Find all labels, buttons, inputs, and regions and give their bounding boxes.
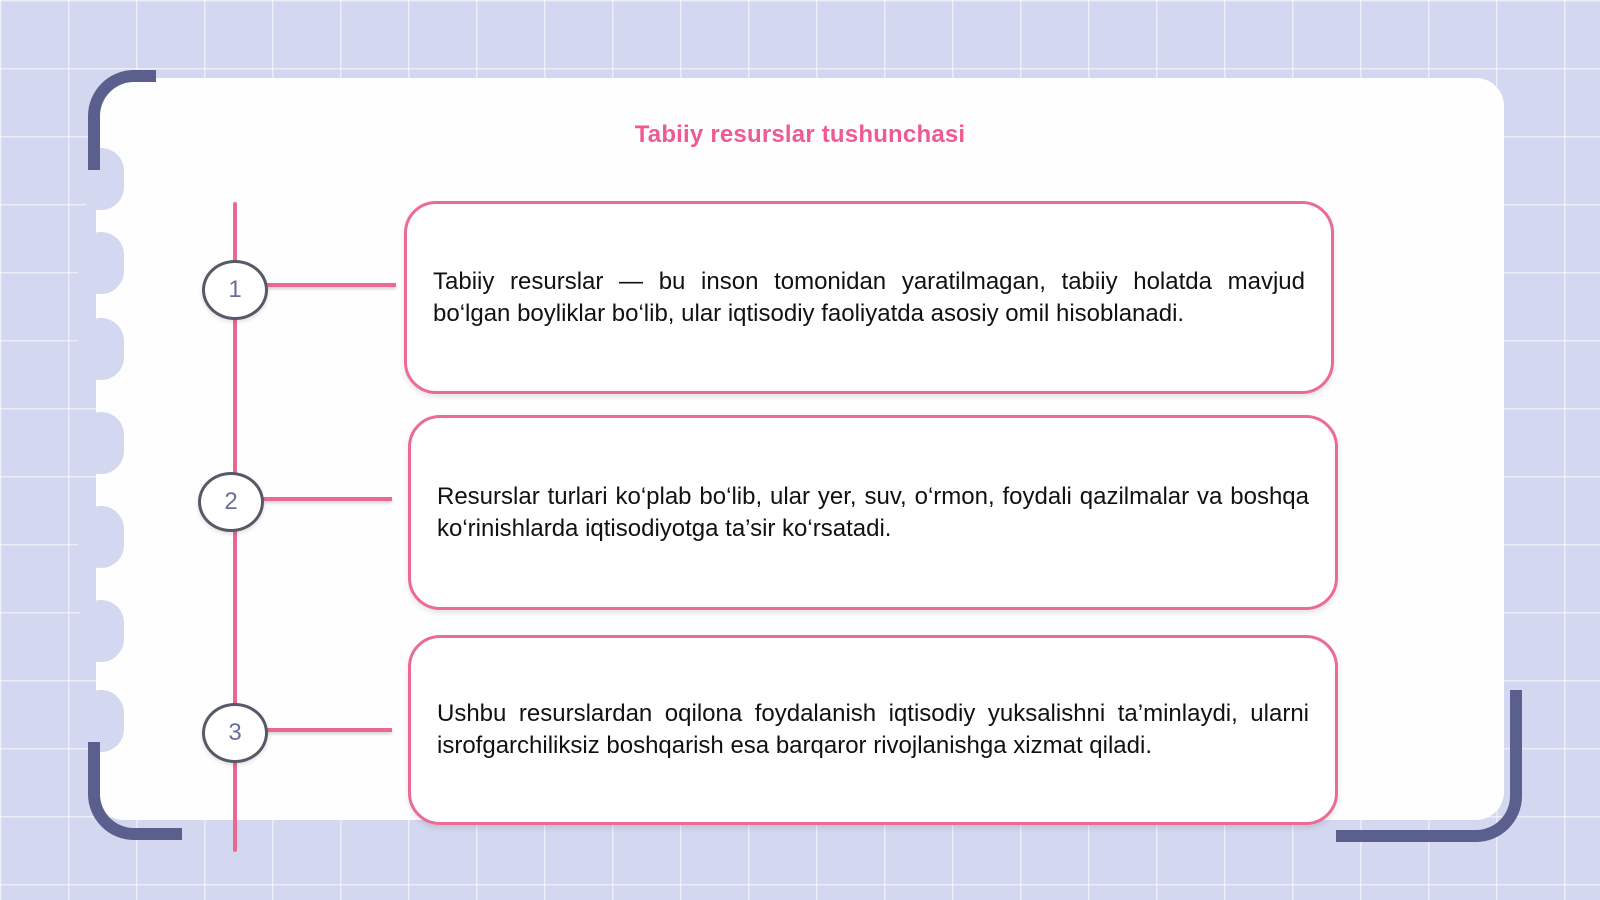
step-text: Tabiiy resurslar — bu inson tomonidan yaratilmagan, tabiiy holatda mavjud bo‘lgan boyliklar bo‘lib, ular iqtisodiy faoliyatda asosiy omil hisoblanadi. <box>433 267 1305 327</box>
card-notch <box>78 412 124 474</box>
card-notch <box>78 506 124 568</box>
card-notch <box>78 600 124 662</box>
frame-corner-bottom-right <box>1336 690 1522 842</box>
step-number-badge: 3 <box>202 703 268 763</box>
step-text-box <box>404 201 1334 394</box>
step-text-box <box>408 635 1338 825</box>
step-number-badge: 1 <box>202 260 268 320</box>
card-notch <box>78 318 124 380</box>
timeline-connector <box>260 497 392 501</box>
card-notch <box>78 232 124 294</box>
step-text-box <box>408 415 1338 610</box>
timeline-connector <box>262 728 392 732</box>
step-text: Ushbu resurslardan oqilona foydalanish iqtisodiy yuksalishni ta’minlaydi, ularni isrofgarchiliksiz boshqarish esa barqaror rivojlanishga xizmat qiladi. <box>437 700 1309 759</box>
step-number-badge: 2 <box>198 472 264 532</box>
timeline-connector <box>262 283 396 287</box>
frame-corner-bottom-left <box>88 742 182 840</box>
frame-corner-top-left <box>88 70 156 170</box>
slide-title: Tabiiy resurslar tushunchasi <box>634 121 966 148</box>
step-text: Resurslar turlari ko‘plab bo‘lib, ular yer, suv, o‘rmon, foydali qazilmalar va boshqa ko‘rinishlarda iqtisodiyotga ta’sir ko‘rsatadi. <box>437 482 1309 542</box>
